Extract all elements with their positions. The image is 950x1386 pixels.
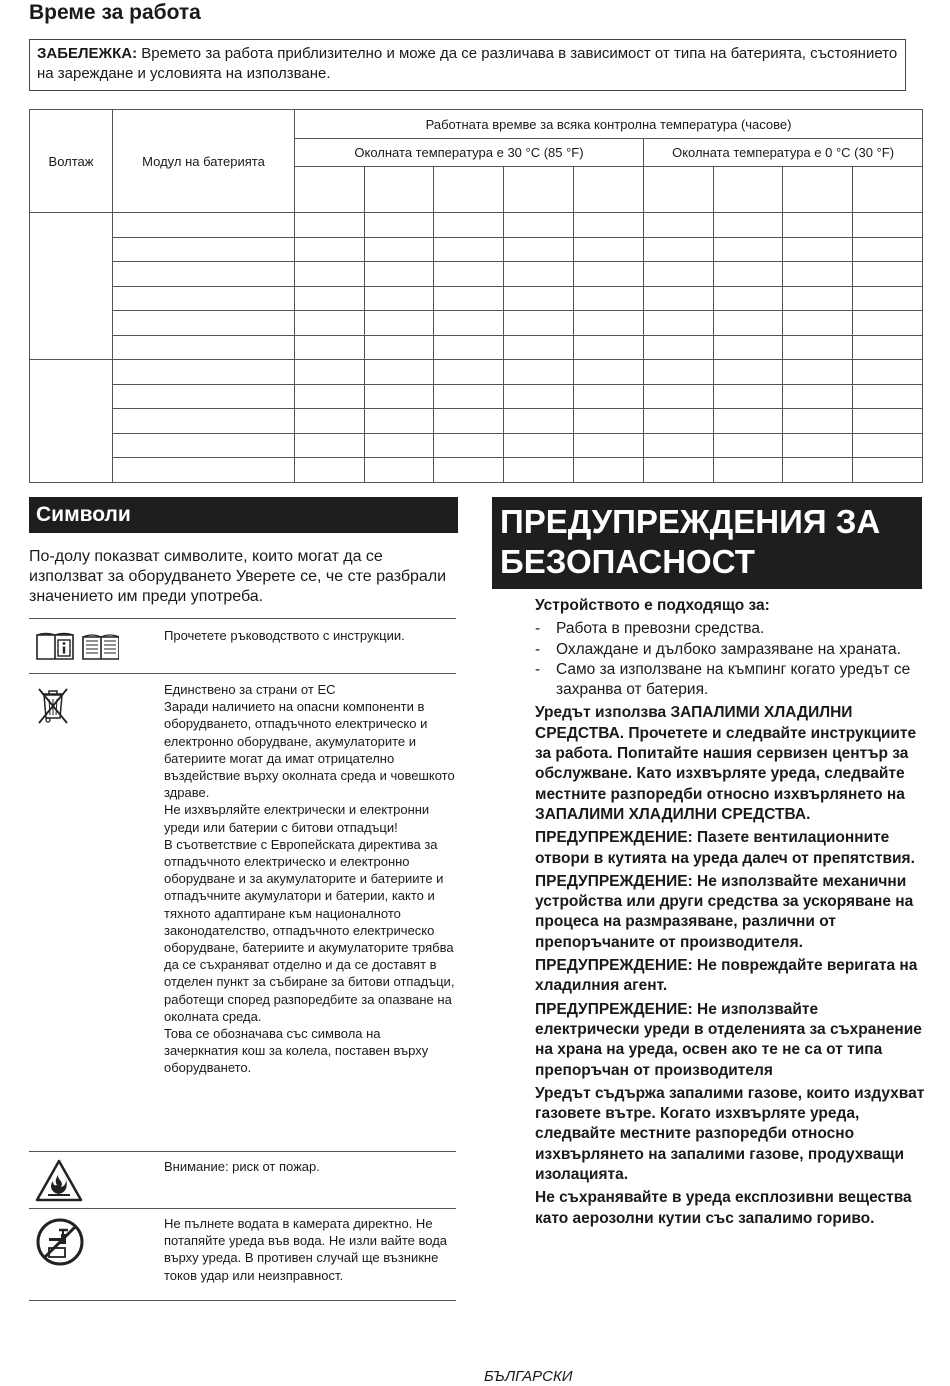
runtime-cell — [504, 384, 574, 409]
runtime-cell — [714, 262, 783, 287]
runtime-cell — [295, 458, 365, 483]
header-temp-30: Околната температура е 30 °C (85 °F) — [295, 139, 644, 167]
runtime-cell — [365, 237, 434, 262]
runtime-note — [29, 39, 906, 91]
runtime-cell — [644, 335, 714, 360]
runtime-cell — [574, 335, 644, 360]
runtime-cell — [783, 335, 853, 360]
no-water-icon — [35, 1217, 85, 1272]
runtime-cell — [504, 286, 574, 311]
runtime-cell — [504, 458, 574, 483]
runtime-cell — [853, 433, 923, 458]
runtime-cell — [714, 433, 783, 458]
safety-paragraph: ПРЕДУПРЕЖДЕНИЕ: Не повреждайте веригата на хладилния агент. — [535, 957, 918, 995]
safety-paragraph: Уредът съдържа запалими газове, които издухват газовете вътре. Когато изхвърляте уреда, следвайте местните разпоредби относно изхвърлянето на запалими газове, продухващи изолацията. — [535, 1084, 925, 1184]
runtime-cell — [714, 384, 783, 409]
empty-cell — [714, 167, 783, 213]
runtime-cell — [644, 433, 714, 458]
runtime-cell — [783, 262, 853, 287]
runtime-cell — [365, 311, 434, 336]
module-cell — [113, 360, 295, 385]
runtime-cell — [295, 213, 365, 238]
runtime-cell — [644, 360, 714, 385]
runtime-cell — [853, 237, 923, 262]
runtime-cell — [434, 286, 504, 311]
runtime-cell — [644, 311, 714, 336]
runtime-cell — [714, 237, 783, 262]
symbol-row — [29, 618, 456, 673]
runtime-cell — [504, 213, 574, 238]
note-label: ЗАБЕЛЕЖКА: — [37, 45, 138, 62]
crossed-bin-icon — [35, 686, 71, 731]
list-item: - Охлаждане и дълбоко замразяване на храната. — [535, 640, 925, 660]
empty-cell — [365, 167, 434, 213]
runtime-cell — [574, 262, 644, 287]
table-row — [30, 213, 923, 238]
runtime-cell — [714, 311, 783, 336]
runtime-cell — [853, 213, 923, 238]
safety-paragraph: ПРЕДУПРЕЖДЕНИЕ: Не използвайте механични устройства или други средства за ускоряване на процеса на размразяване, различни от препоръчаните от производителя. — [535, 872, 914, 951]
runtime-cell — [434, 237, 504, 262]
runtime-cell — [365, 409, 434, 434]
runtime-cell — [783, 213, 853, 238]
runtime-cell — [783, 286, 853, 311]
module-cell — [113, 335, 295, 360]
runtime-cell — [295, 433, 365, 458]
runtime-cell — [434, 335, 504, 360]
suitable-list — [535, 619, 925, 700]
runtime-cell — [853, 311, 923, 336]
safety-paragraph: Уредът използва ЗАПАЛИМИ ХЛАДИЛНИ СРЕДСТВА. Прочетете и следвайте инструкциите за работа. Попитайте нашия сервизен център за обслужване. Като изхвърляте уреда, следвайте местните разпоредби относно изхвърлянето на ЗАПАЛИМИ ХЛАДИЛНИ СРЕДСТВА. — [535, 704, 917, 823]
module-cell — [113, 262, 295, 287]
runtime-cell — [574, 409, 644, 434]
runtime-cell — [714, 409, 783, 434]
module-cell — [113, 384, 295, 409]
section-title-safety: ПРЕДУПРЕЖДЕНИЯ ЗА БЕЗОПАСНОСТ — [492, 497, 922, 589]
runtime-cell — [365, 335, 434, 360]
runtime-cell — [504, 311, 574, 336]
runtime-cell — [434, 433, 504, 458]
runtime-cell — [853, 335, 923, 360]
safety-paragraph: Не съхранявайте в уреда експлозивни вещества като аерозолни кутии със запалимо гориво. — [535, 1189, 912, 1227]
runtime-cell — [434, 360, 504, 385]
runtime-cell — [295, 262, 365, 287]
table-row — [30, 311, 923, 336]
runtime-cell — [504, 262, 574, 287]
empty-cell — [504, 167, 574, 213]
symbol-row — [29, 1208, 456, 1301]
module-cell — [113, 433, 295, 458]
empty-cell — [295, 167, 365, 213]
runtime-cell — [434, 262, 504, 287]
section-title-runtime: Време за работа — [29, 1, 201, 24]
table-row — [30, 237, 923, 262]
safety-warnings — [535, 596, 925, 1232]
symbols-intro: По-долу показват символите, които могат да се използват за оборудването Уверете се, че сте разбрали значението им преди употреба. — [29, 548, 447, 605]
runtime-cell — [365, 360, 434, 385]
safety-paragraph: ПРЕДУПРЕЖДЕНИЕ: Не използвайте електрически уреди в отделенията за съхранение на храна на уреда, освен ако те не са от типа препоръчан от производителя — [535, 1000, 922, 1079]
runtime-cell — [783, 409, 853, 434]
runtime-cell — [504, 237, 574, 262]
runtime-cell — [714, 213, 783, 238]
runtime-cell — [783, 311, 853, 336]
runtime-cell — [714, 458, 783, 483]
runtime-cell — [783, 433, 853, 458]
module-cell — [113, 286, 295, 311]
list-item: - Само за използване на къмпинг когато уредът се захранва от батерия. — [535, 660, 925, 701]
runtime-cell — [434, 458, 504, 483]
runtime-cell — [644, 286, 714, 311]
runtime-cell — [574, 286, 644, 311]
runtime-cell — [504, 335, 574, 360]
runtime-cell — [853, 458, 923, 483]
runtime-cell — [853, 384, 923, 409]
empty-cell — [434, 167, 504, 213]
module-cell — [113, 213, 295, 238]
symbol-row — [29, 1151, 456, 1208]
symbol-description: Единствено за страни от ЕС Заради наличието на опасни компоненти в оборудването, отпадъчното електрическо и електронно оборудване, акумулаторите и батериите могат да имат отрицателно въздействие върху околната среда и човешкото здраве. Не изхвърляйте електрически и електронни уреди или батерии с битови отпадъци! В съответствие с Европейската директива за отпадъчното електрическо и електронно оборудване и за акумулаторите и батериите и отпадъчните акумулатори и батерии, както и тяхното адаптиране към националното законодателство, отпадъчното електрическо оборудване, батериите и акумулаторите трябва да се съхраняват отделно и да се доставят в отделен пункт за събиране за битови отпадъци, работещи според разпоредбите за опазване на околната среда. Това се обозначава със символа на зачеркнатия кош за колела, поставен върху оборудването. — [164, 682, 455, 1076]
runtime-cell — [434, 311, 504, 336]
runtime-cell — [783, 458, 853, 483]
runtime-cell — [644, 237, 714, 262]
runtime-cell — [295, 335, 365, 360]
runtime-cell — [644, 262, 714, 287]
runtime-cell — [644, 409, 714, 434]
table-row — [30, 409, 923, 434]
runtime-cell — [434, 384, 504, 409]
runtime-cell — [853, 286, 923, 311]
runtime-cell — [783, 384, 853, 409]
runtime-cell — [853, 262, 923, 287]
footer-language: БЪЛГАРСКИ — [484, 1368, 573, 1385]
runtime-cell — [853, 409, 923, 434]
runtime-cell — [574, 433, 644, 458]
empty-cell — [783, 167, 853, 213]
suitable-label: Устройството е подходящо за: — [535, 597, 770, 614]
runtime-cell — [783, 360, 853, 385]
safety-paragraph: ПРЕДУПРЕЖДЕНИЕ: Пазете вентилационните отвори в кутията на уреда далеч от препятствия. — [535, 829, 915, 867]
runtime-cell — [365, 213, 434, 238]
runtime-table — [29, 109, 923, 483]
table-row — [30, 433, 923, 458]
runtime-cell — [365, 433, 434, 458]
runtime-cell — [644, 213, 714, 238]
table-row — [30, 360, 923, 385]
section-title-symbols: Символи — [29, 497, 458, 533]
note-text: Времето за работа приблизително и може да се различава в зависимост от типа на батерията, състоянието на зареждане и условията на използване. — [37, 45, 898, 82]
voltage-cell — [30, 213, 113, 360]
table-row — [30, 286, 923, 311]
header-runtime: Работната времве за всяка контролна температура (часове) — [295, 110, 923, 139]
runtime-cell — [365, 384, 434, 409]
symbol-description: Не пълнете водата в камерата директно. Не потапяйте уреда във вода. Не изли вайте вода върху уреда. В противен случай ще възникне токов удар или неизправност. — [164, 1216, 448, 1283]
table-row — [30, 262, 923, 287]
read-manual-icon — [35, 631, 119, 668]
runtime-cell — [365, 262, 434, 287]
empty-cell — [644, 167, 714, 213]
runtime-cell — [434, 213, 504, 238]
runtime-cell — [714, 335, 783, 360]
fire-warning-icon — [35, 1159, 83, 1208]
runtime-cell — [295, 360, 365, 385]
module-cell — [113, 311, 295, 336]
runtime-cell — [714, 360, 783, 385]
runtime-cell — [295, 409, 365, 434]
runtime-cell — [714, 286, 783, 311]
runtime-cell — [574, 213, 644, 238]
runtime-cell — [504, 360, 574, 385]
runtime-cell — [853, 360, 923, 385]
runtime-cell — [574, 384, 644, 409]
header-battery-module: Модул на батерията — [113, 110, 295, 213]
runtime-cell — [644, 458, 714, 483]
runtime-cell — [574, 311, 644, 336]
table-row — [30, 458, 923, 483]
runtime-cell — [504, 409, 574, 434]
table-row — [30, 335, 923, 360]
module-cell — [113, 237, 295, 262]
symbols-table — [29, 618, 456, 1301]
runtime-cell — [434, 409, 504, 434]
runtime-cell — [504, 433, 574, 458]
runtime-cell — [365, 286, 434, 311]
runtime-cell — [783, 237, 853, 262]
header-temp-0: Околната температура е 0 °C (30 °F) — [644, 139, 923, 167]
runtime-cell — [574, 237, 644, 262]
runtime-cell — [295, 384, 365, 409]
symbol-row — [29, 673, 456, 1151]
symbol-description: Прочетете ръководството с инструкции. — [164, 628, 405, 643]
module-cell — [113, 458, 295, 483]
list-item: - Работа в превозни средства. — [535, 619, 925, 639]
runtime-cell — [365, 458, 434, 483]
empty-cell — [574, 167, 644, 213]
module-cell — [113, 409, 295, 434]
symbol-description: Внимание: риск от пожар. — [164, 1159, 320, 1174]
runtime-cell — [295, 286, 365, 311]
table-row — [30, 384, 923, 409]
runtime-cell — [295, 237, 365, 262]
runtime-cell — [574, 458, 644, 483]
empty-cell — [853, 167, 923, 213]
header-voltage: Волтаж — [30, 110, 113, 213]
runtime-cell — [574, 360, 644, 385]
runtime-cell — [644, 384, 714, 409]
runtime-cell — [295, 311, 365, 336]
voltage-cell — [30, 360, 113, 483]
